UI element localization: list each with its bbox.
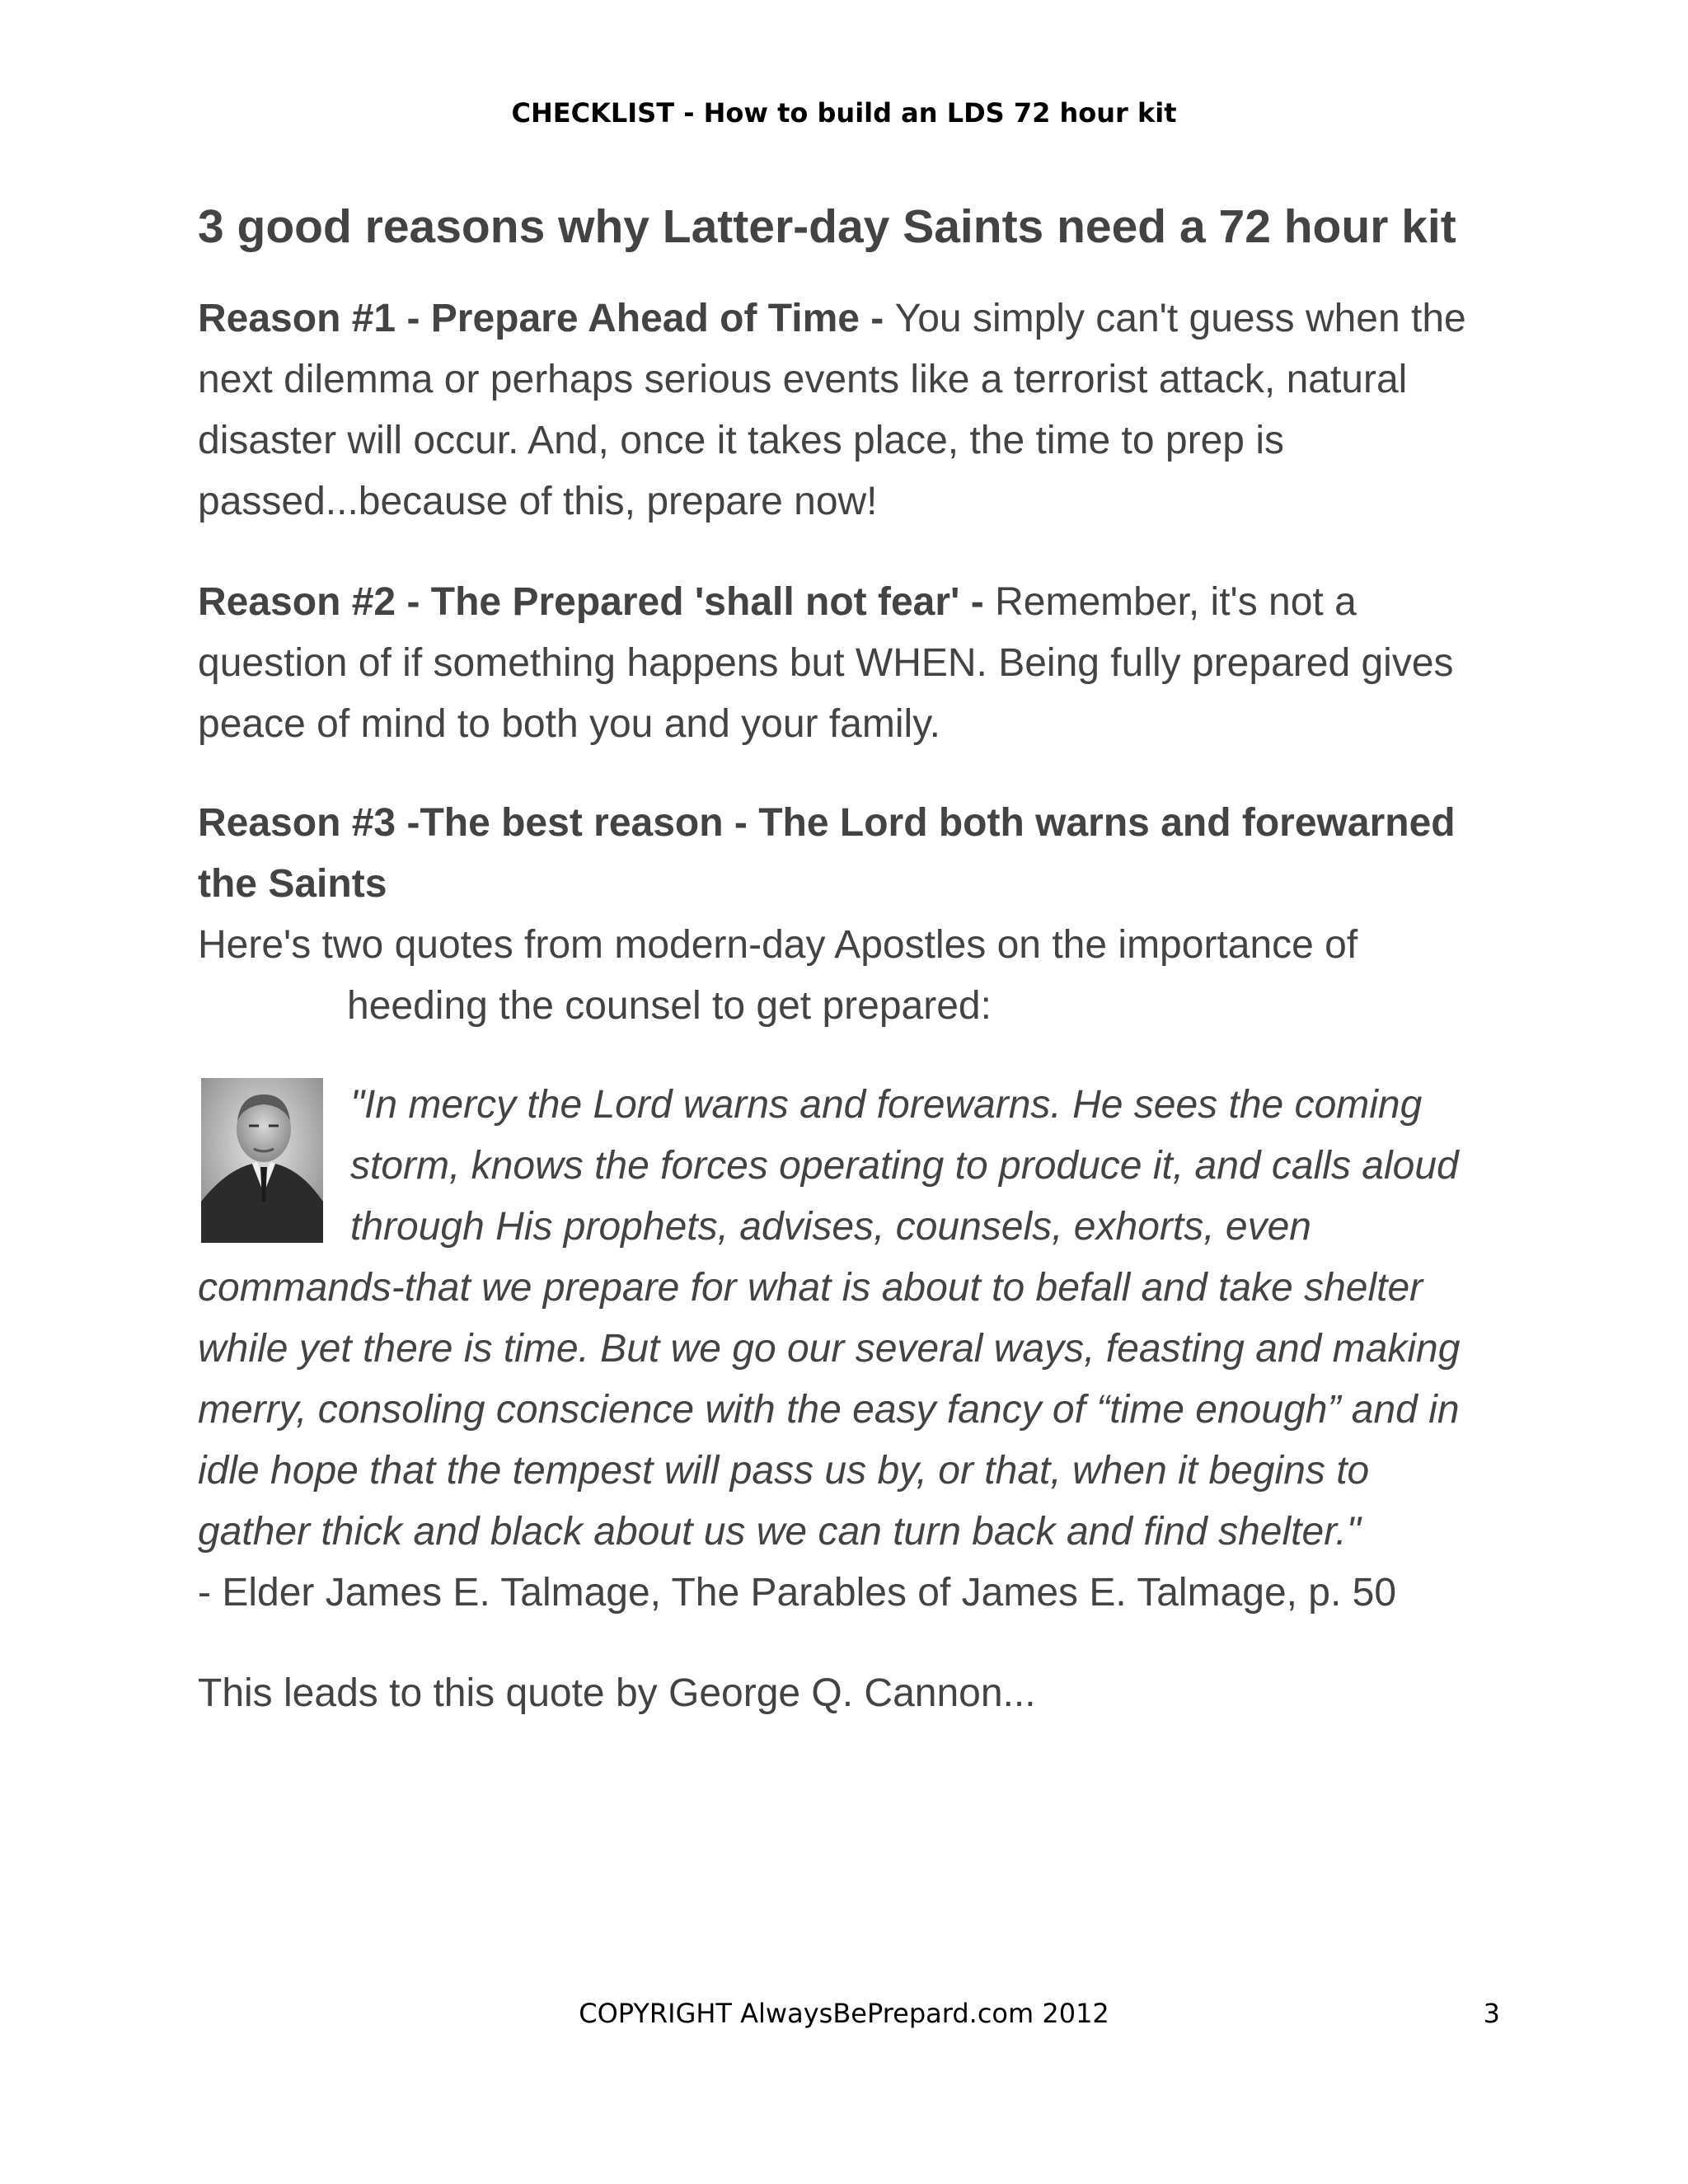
- reason-2-paragraph: [198, 572, 1492, 755]
- main-content: [198, 196, 1492, 1724]
- reason-2-label: Reason #2 - The Prepared 'shall not fear' -: [198, 580, 996, 624]
- page-number: 3: [1483, 1998, 1500, 2029]
- reason-1-paragraph: [198, 288, 1492, 532]
- reason-3-label: Reason #3 -The best reason - The Lord both warns and forewarned the Saints: [198, 801, 1456, 906]
- reason-3-intro: Here's two quotes from modern-day Apostles on the importance of heeding the counsel to get prepared:: [198, 923, 1358, 1028]
- page-heading: 3 good reasons why Latter-day Saints need a 72 hour kit: [198, 200, 1456, 253]
- page-footer: COPYRIGHT AlwaysBePrepard.com 2012: [579, 1998, 1109, 2029]
- reason-1-text: You simply can't guess when the next dilemma or perhaps serious events like a terrorist attack, natural disaster will occur. And, once it takes place, the time to prep is passed...because of this, prepare now!: [198, 297, 1466, 523]
- closing-line: This leads to this quote by George Q. Cannon...: [198, 1671, 1036, 1715]
- reason-2-text: Remember, it's not a question of if something happens but WHEN. Being fully prepared gives peace of mind to both you and your family.: [198, 580, 1454, 746]
- page-header: CHECKLIST - How to build an LDS 72 hour kit: [511, 97, 1177, 129]
- reason-1-label: Reason #1 - Prepare Ahead of Time -: [198, 297, 895, 340]
- talmage-quote-text: "In mercy the Lord warns and forewarns. He sees the coming storm, knows the forces operating to produce it, and calls aloud through His prophets, advises, counsels, exhorts, even commands-that we prepare for what is about to befall and take shelter while yet there is time. But we go our several ways, feasting and making merry, consoling conscience with the easy fancy of “time enough” and in idle hope that the tempest will pass us by, or that, when it begins to gather thick and black about us we can turn back and find shelter.": [198, 1083, 1461, 1554]
- talmage-quote-block: [198, 1075, 1492, 1624]
- portrait-photo-icon: [201, 1078, 323, 1243]
- quote-attribution: - Elder James E. Talmage, The Parables of James E. Talmage, p. 50: [198, 1571, 1397, 1615]
